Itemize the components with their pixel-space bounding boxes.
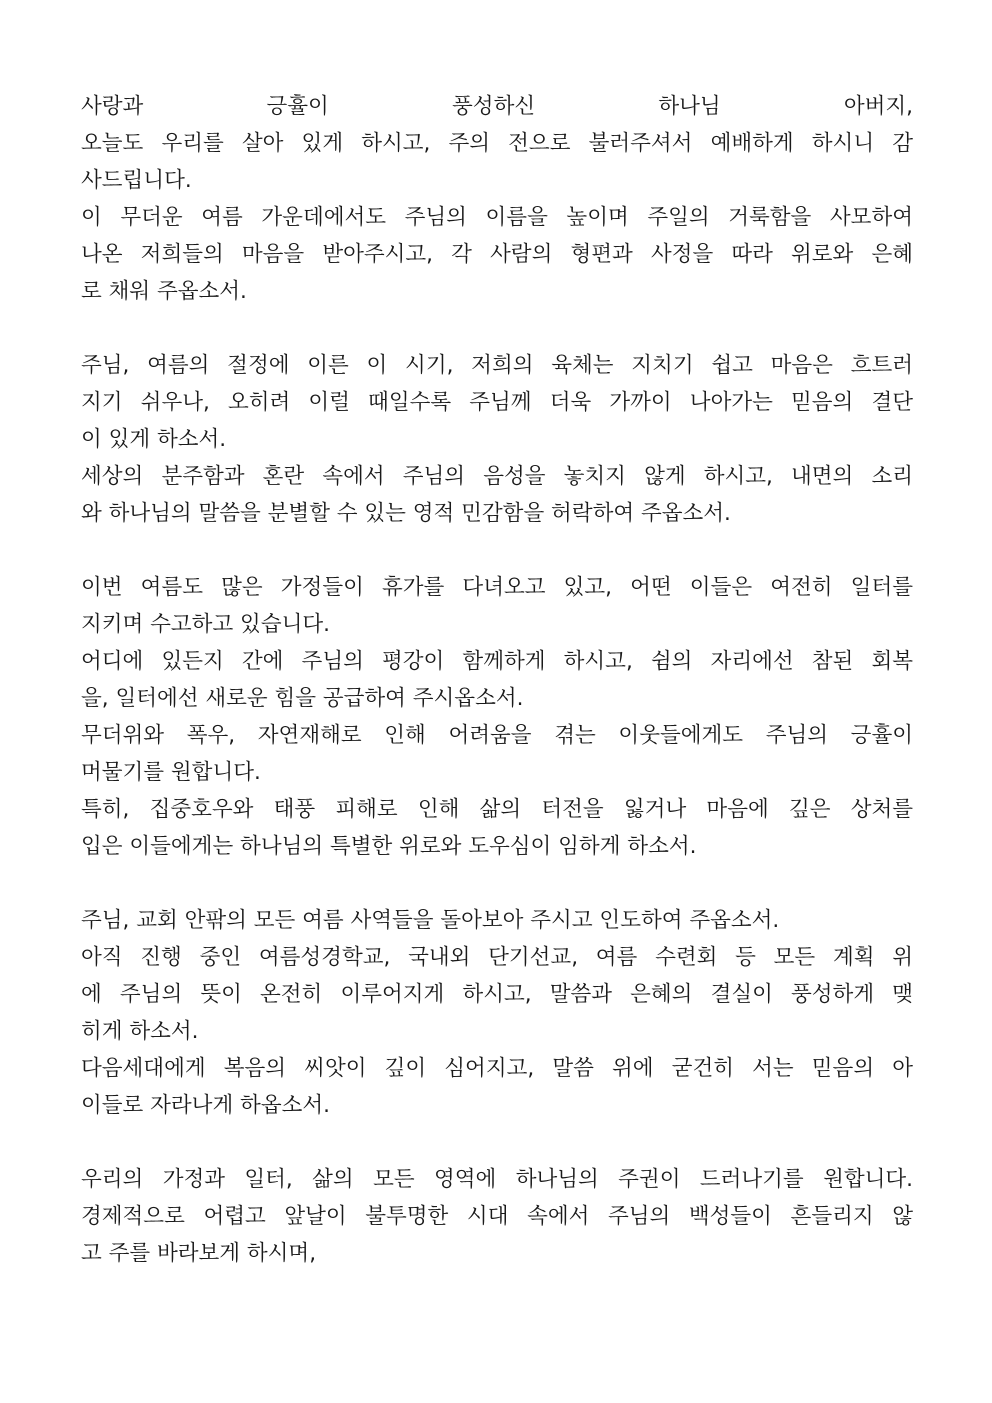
text-line: 주님, 여름의 절정에 이른 이 시기, 저희의 육체는 지치기 쉽고 마음은 흐트러 <box>81 353 913 378</box>
text-line: 지키며 수고하고 있습니다. <box>81 612 330 637</box>
paragraph-1 <box>81 88 913 310</box>
paragraph-gap <box>81 865 913 902</box>
text-line: 지기 쉬우나, 오히려 이럴 때일수록 주님께 더욱 가까이 나아가는 믿음의 결단 <box>81 390 913 415</box>
text-line: 주님, 교회 안팎의 모든 여름 사역들을 돌아보아 주시고 인도하여 주옵소서. <box>81 908 780 933</box>
paragraph-4 <box>81 902 913 1124</box>
text-line: 우리의 가정과 일터, 삶의 모든 영역에 하나님의 주권이 드러나기를 원합니다. <box>81 1167 913 1192</box>
text-line: 나온 저희들의 마음을 받아주시고, 각 사람의 형편과 사정을 따라 위로와 은혜 <box>81 242 913 267</box>
text-line: 와 하나님의 말씀을 분별할 수 있는 영적 민감함을 허락하여 주옵소서. <box>81 501 731 526</box>
text-line: 히게 하소서. <box>81 1019 199 1044</box>
text-line: 오늘도 우리를 살아 있게 하시고, 주의 전으로 불러주셔서 예배하게 하시니 감 <box>81 131 913 156</box>
text-line: 이들로 자라나게 하옵소서. <box>81 1093 330 1118</box>
text-line: 이번 여름도 많은 가정들이 휴가를 다녀오고 있고, 어떤 이들은 여전히 일터를 <box>81 575 913 600</box>
text-line: 경제적으로 어렵고 앞날이 불투명한 시대 속에서 주님의 백성들이 흔들리지 않 <box>81 1204 913 1229</box>
text-line: 특히, 집중호우와 태풍 피해로 인해 삶의 터전을 잃거나 마음에 깊은 상처를 <box>81 797 913 822</box>
paragraph-gap <box>81 310 913 347</box>
text-line: 이 무더운 여름 가운데에서도 주님의 이름을 높이며 주일의 거룩함을 사모하여 <box>81 205 913 230</box>
text-line: 로 채워 주옵소서. <box>81 279 247 304</box>
text-line: 이 있게 하소서. <box>81 427 227 452</box>
paragraph-gap <box>81 1124 913 1161</box>
text-line: 세상의 분주함과 혼란 속에서 주님의 음성을 놓치지 않게 하시고, 내면의 소리 <box>81 464 913 489</box>
text-line: 무더위와 폭우, 자연재해로 인해 어려움을 겪는 이웃들에게도 주님의 긍휼이 <box>81 723 913 748</box>
paragraph-gap <box>81 532 913 569</box>
text-line: 에 주님의 뜻이 온전히 이루어지게 하시고, 말씀과 은혜의 결실이 풍성하게 맺 <box>81 982 913 1007</box>
text-line: 을, 일터에선 새로운 힘을 공급하여 주시옵소서. <box>81 686 524 711</box>
text-line: 사랑과 긍휼이 풍성하신 하나님 아버지, <box>81 94 913 119</box>
document-page <box>81 88 913 1272</box>
paragraph-5 <box>81 1161 913 1272</box>
text-line: 사드립니다. <box>81 168 192 193</box>
text-line: 어디에 있든지 간에 주님의 평강이 함께하게 하시고, 쉼의 자리에선 참된 회복 <box>81 649 913 674</box>
paragraph-2 <box>81 347 913 532</box>
paragraph-3 <box>81 569 913 865</box>
text-line: 다음세대에게 복음의 씨앗이 깊이 심어지고, 말씀 위에 굳건히 서는 믿음의 아 <box>81 1056 913 1081</box>
text-line: 입은 이들에게는 하나님의 특별한 위로와 도우심이 임하게 하소서. <box>81 834 697 859</box>
text-line: 고 주를 바라보게 하시며, <box>81 1241 317 1266</box>
text-line: 머물기를 원합니다. <box>81 760 261 785</box>
text-line: 아직 진행 중인 여름성경학교, 국내외 단기선교, 여름 수련회 등 모든 계획 위 <box>81 945 913 970</box>
